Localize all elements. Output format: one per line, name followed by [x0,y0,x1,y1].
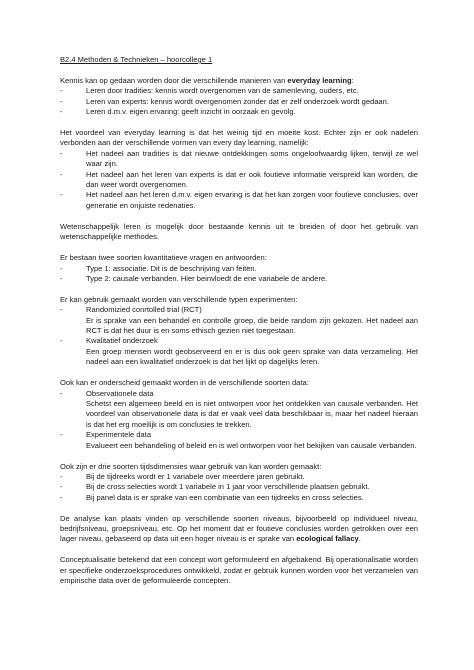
quantitative-list [60,264,418,285]
ecological-fallacy-term: ecological fallacy [296,534,359,544]
data-types-section [60,378,418,451]
quantitative-text: Er bestaan twee soorten kwantitatieve vragen en antwoorden: [60,253,267,263]
quantitative-section [60,253,418,284]
experiments-text: Er kan gebruik gemaakt worden van verschillende typen experimenten: [60,294,298,304]
conceptualisation-paragraph: Conceptualisatie betekend dat een concept wort geformuleerd en afgebakend. Bij operationalisatie worden er specifieke onderzoeksprocedures ontwikkeld, zodat er gebruik kunnen worden voor het verzamelen van empirische data over de geformuleerde concepten. [60,555,418,586]
time-dimensions-list [60,472,418,503]
analysis-paragraph: De analyse kan plaats vinden op verschillende soorten niveaus, bijvoorbeeld op individueel niveau, bedrijfsniveau, groepsniveau, etc. Op het moment dat er foutieve conclusies worden getrokken over een lager niveau, gebaseerd op data uit een hoger niveau is er sprake van ecological fallacy. [60,513,418,544]
experiment-description: Er is sprake van een behandel en controlle groep, die beide random zijn gekozen. Het nadeel aan RCT is dat het duur is en soms ethisch gezien niet toegestaan. [86,315,418,336]
experiment-label: Kwalitatief onderzoek [86,336,158,346]
experiment-description: Een groep mensen wordt geobserveerd en er is dus ook geen sprake van data verzameling. Het nadeel aan een kwalitatief onderzoek is dat het lijkt op dagelijks leren. [86,346,418,367]
list-item: - Bij panel data is er sprake van een combinatie van een tijdreeks en cross selecties. [60,493,418,503]
list-item [60,430,418,451]
experiments-section [60,295,418,368]
list-item: - Leren d.m.v. eigen ervaring: geeft inzicht in oorzaak en gevolg. [60,107,418,117]
intro-text: Kennis kan op gedaan worden door die verschillende manieren van everyday learning: [60,75,354,85]
list-item: - Leren door tradities: kennis wordt overgenomen van de samenleving, ouders, etc. [60,86,418,96]
list-item: - Leren van experts: kennis wordt overgenomen zonder dat er zelf onderzoek wordt gedaan. [60,97,418,107]
data-type-label: Experimentele data [86,430,152,440]
list-item [60,389,418,431]
list-item: - Type 2: causale verbanden. Hier beinvloedt de ene variabele de andere. [60,274,418,284]
advantage-section [60,128,418,211]
data-types-list [60,389,418,451]
list-item: - Bij de cross selecties wordt 1 variabele in 1 jaar voor verschillende plaatsen gebruikt. [60,482,418,492]
data-type-description: Evalueert een behandeling of beleid en is wel ontworpen voor het bekijken van causale verbanden. [86,440,417,450]
list-item: - Het nadeel aan het leren van experts is dat er ook foutieve informatie verspreid kan worden, die dan weer wordt overgenomen. [60,170,418,191]
time-dimensions-text: Ook zijn er drie soorten tijdsdimensies waar gebruik van kan worden gemaakt: [60,461,322,471]
advantage-text: Het voordeel van everyday learning is dat het weinig tijd en moeite kost. Echter zijn er ook nadelen verbonden aan der verschillende vormen van every day learning, namelijk: [60,128,418,148]
list-item: - Type 1: associatie. Dit is de beschrijving van feiten. [60,264,418,274]
time-dimensions-section [60,462,418,504]
data-types-text: Ook kan er onderscheid gemaakt worden in de verschillende soorten data: [60,378,309,388]
scientific-learning-paragraph: Wetenschappelijk leren is mogelijk door bestaande kennis uit te breiden of door het gebruik van wetenschappelijke methodes. [60,221,418,242]
document-title: B2.4 Methoden & Technieken – hoorcollege 1 [60,55,213,64]
list-item: - Het nadeel aan tradities is dat nieuwe ontdekkingen soms ongeloofwaardig lijken, terwijl ze wel waar zijn. [60,149,418,170]
experiment-label: Randomizied conrtolled trial (RCT) [86,305,202,315]
list-item: - Bij de tijdreeks wordt er 1 variabele over meerdere jaren gebruikt. [60,472,418,482]
data-type-label: Observationele data [86,388,154,398]
intro-list [60,86,418,117]
everyday-learning-term: everyday learning [287,75,352,85]
list-item [60,336,418,367]
list-item: - Het nadeel aan het leren d.m.v. eigen ervaring is dat het kan zorgen voor foutieve conclusies, over generatie en onjuiste redenaties. [60,190,418,211]
disadvantage-list [60,149,418,211]
experiments-list [60,305,418,367]
data-type-description: Schetst een algemeen beeld en is niet ontworpen voor het ontdekken van causale verbanden. Het voordeel van observationele data is dat er vaak veel data beschikbaar is, maar het nadeel hieraan is dat het erg moeilijk is om conclusies te trekken. [86,398,418,429]
list-item [60,305,418,336]
intro-section [60,76,418,118]
